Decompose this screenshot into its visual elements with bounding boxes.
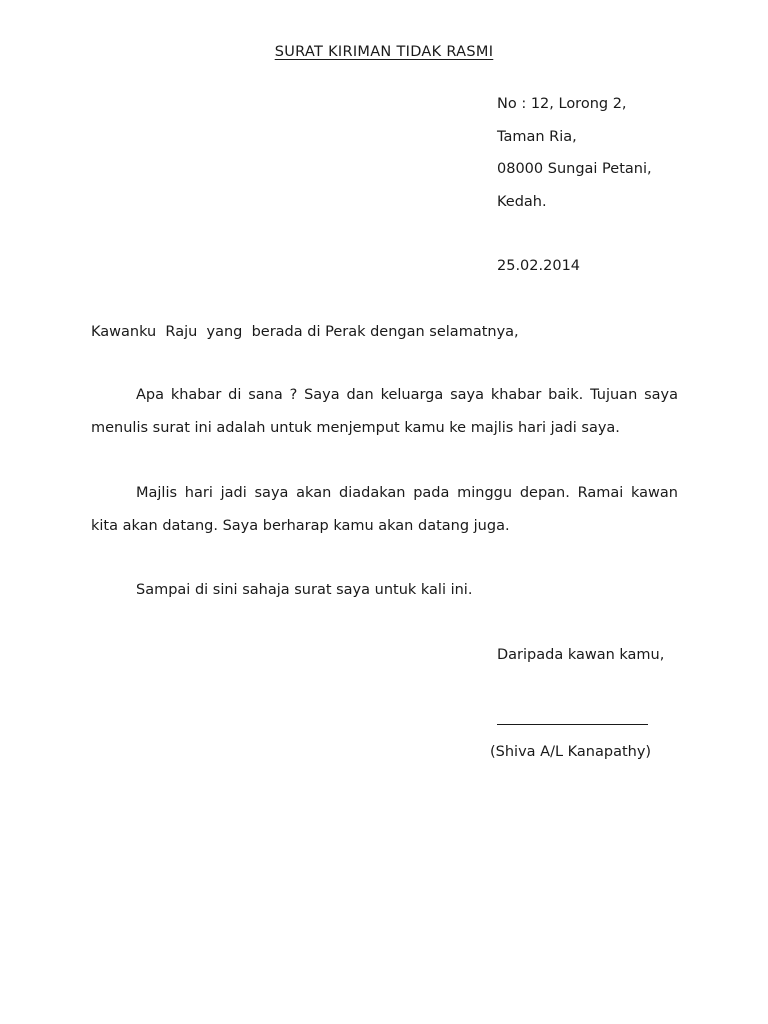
body-paragraph: Sampai di sini sahaja surat saya untuk kali ini.	[136, 582, 473, 598]
sender-address	[497, 95, 652, 225]
address-line: No : 12, Lorong 2,	[497, 96, 627, 112]
signer-name: (Shiva A/L Kanapathy)	[490, 744, 652, 760]
address-line: 08000 Sungai Petani,	[497, 161, 652, 177]
address-line: Taman Ria,	[497, 128, 577, 145]
address-line: Kedah.	[497, 193, 547, 210]
letter-title: SURAT KIRIMAN TIDAK RASMI	[274, 44, 494, 60]
body-paragraph: Apa khabar di sana ? Saya dan keluarga saya khabar baik. Tujuan saya menulis surat ini adalah untuk menjemput kamu ke majlis hari jadi saya.	[91, 387, 678, 436]
letter-date: 25.02.2014	[497, 258, 581, 274]
greeting: Kawanku Raju yang berada di Perak dengan selamatnya,	[91, 324, 519, 340]
body-paragraph: Majlis hari jadi saya akan diadakan pada minggu depan. Ramai kawan kita akan datang. Saya berharap kamu akan datang juga.	[91, 485, 678, 534]
closing: Daripada kawan kamu,	[497, 647, 665, 663]
signature-line	[497, 724, 648, 725]
